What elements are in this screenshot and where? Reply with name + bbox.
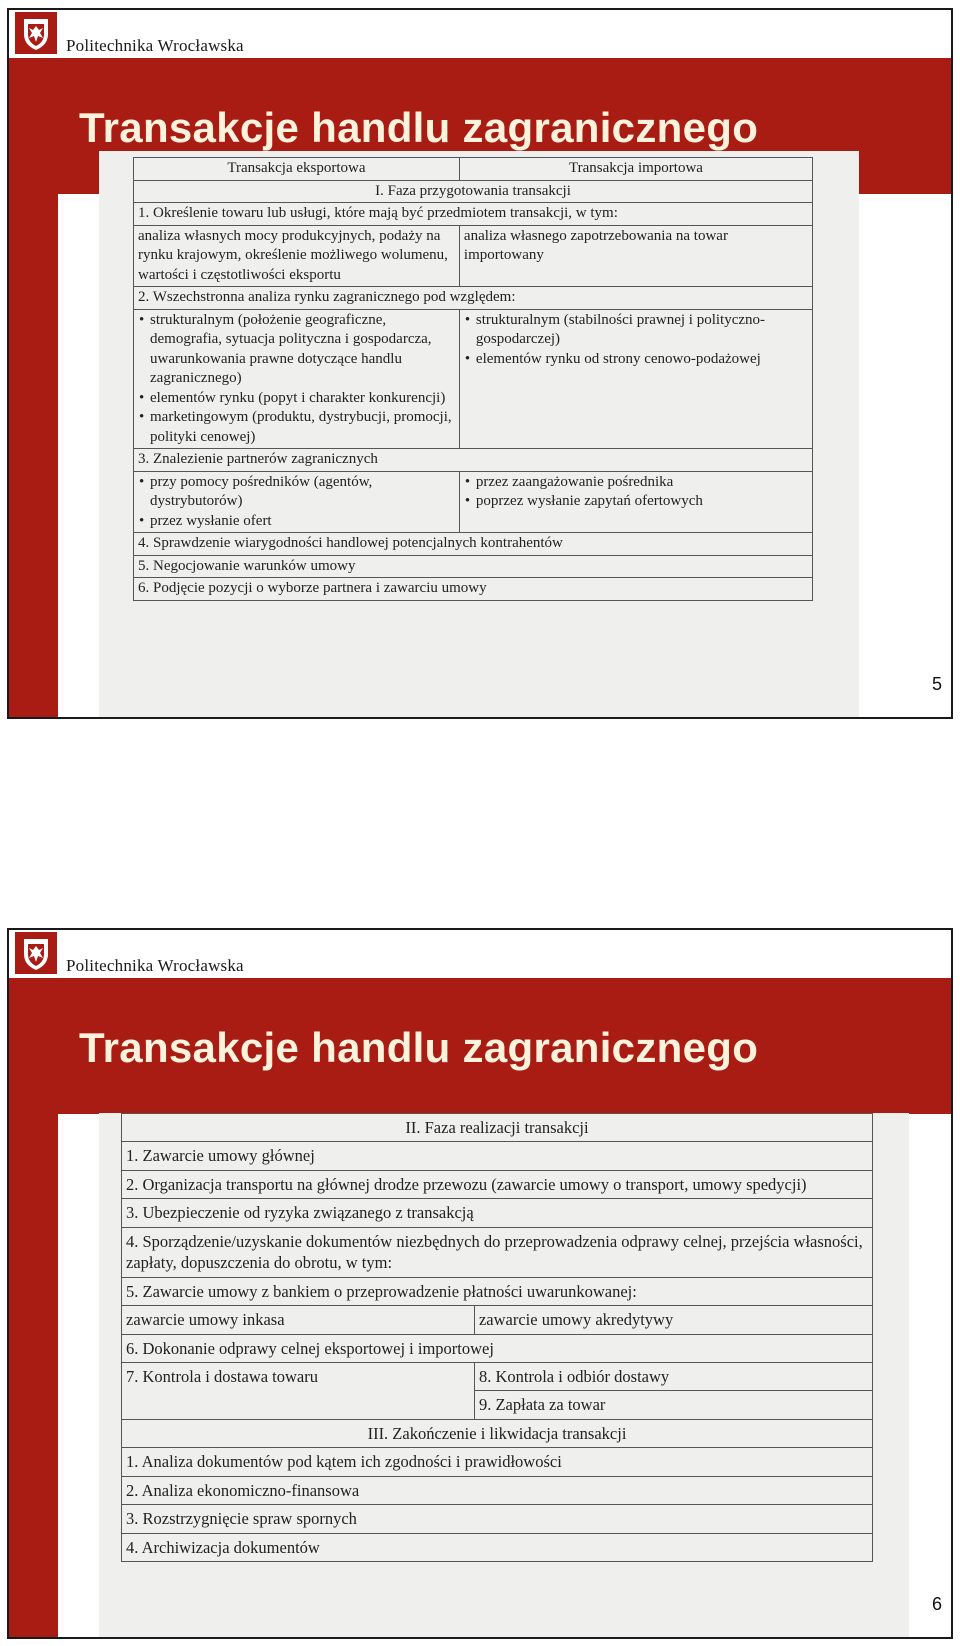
- table-row: 1. Zawarcie umowy głównej: [122, 1142, 873, 1170]
- page-number: 6: [931, 1594, 942, 1614]
- header-import: Transakcja importowa: [459, 158, 812, 181]
- list-item: • marketingowym (produktu, dystrybucji, promocji, polityki cenowej): [150, 408, 455, 447]
- table-row: 5. Zawarcie umowy z bankiem o przeprowadzenie płatności uwarunkowanej:: [122, 1277, 873, 1305]
- table-row: 2. Analiza ekonomiczno-finansowa: [122, 1476, 873, 1504]
- table-row: 5. Negocjowanie warunków umowy: [134, 555, 813, 578]
- table-row: 6. Podjęcie pozycji o wyborze partnera i zawarciu umowy: [134, 578, 813, 601]
- table-row: 2. Wszechstronna analiza rynku zagranicznego pod względem:: [134, 287, 813, 310]
- list-item: • strukturalnym (stabilności prawnej i polityczno-gospodarczej): [476, 311, 808, 350]
- university-logo-icon: [15, 12, 57, 54]
- table-cell: analiza własnych mocy produkcyjnych, podaży na rynku krajowym, określenie możliwego wolumenu, wartości i częstotliwości eksportu: [134, 225, 460, 287]
- table-cell: [459, 471, 812, 533]
- header-export: Transakcja eksportowa: [134, 158, 460, 181]
- list-item: • przez zaangażowanie pośrednika: [476, 473, 808, 493]
- table-cell: analiza własnego zapotrzebowania na towar importowany: [459, 225, 812, 287]
- transaction-table: [121, 1113, 873, 1562]
- scanned-table-image: [99, 1113, 909, 1639]
- table-row: 4. Sporządzenie/uzyskanie dokumentów niezbędnych do przeprowadzenia odprawy celnej, przejścia własności, zapłaty, dopuszczenia do obrotu, w tym:: [122, 1227, 873, 1277]
- table-cell: zawarcie umowy akredytywy: [474, 1306, 872, 1334]
- slide-title: Transakcje handlu zagranicznego: [79, 104, 759, 151]
- table-row: 1. Analiza dokumentów pod kątem ich zgodności i prawidłowości: [122, 1448, 873, 1476]
- list-item: • strukturalnym (położenie geograficzne, demografia, sytuacja polityczna i gospodarcza, uwarunkowania prawne dotyczące handlu zagranicznego): [150, 311, 455, 389]
- university-name: Politechnika Wrocławska: [66, 956, 244, 975]
- table-cell: 8. Kontrola i odbiór dostawy: [474, 1362, 872, 1390]
- page-number: 5: [931, 674, 942, 694]
- table-cell: 9. Zapłata za towar: [474, 1391, 872, 1419]
- table-row: 4. Sprawdzenie wiarygodności handlowej potencjalnych kontrahentów: [134, 533, 813, 556]
- table-row: 4. Archiwizacja dokumentów: [122, 1533, 873, 1561]
- phase-heading: II. Faza realizacji transakcji: [122, 1114, 873, 1142]
- list-item: • przy pomocy pośredników (agentów, dystrybutorów): [150, 473, 455, 512]
- table-row: 3. Ubezpieczenie od ryzyka związanego z transakcją: [122, 1199, 873, 1227]
- phase-heading: III. Zakończenie i likwidacja transakcji: [122, 1419, 873, 1447]
- transaction-table: [133, 157, 813, 601]
- table-row: 2. Organizacja transportu na głównej drodze przewozu (zawarcie umowy o transport, umowy spedycji): [122, 1170, 873, 1198]
- list-item: • elementów rynku od strony cenowo-podażowej: [476, 350, 808, 370]
- table-cell: zawarcie umowy inkasa: [122, 1306, 475, 1334]
- table-cell: [134, 309, 460, 449]
- table-cell: [459, 309, 812, 449]
- university-name: Politechnika Wrocławska: [66, 36, 244, 55]
- slide-title: Transakcje handlu zagranicznego: [79, 1024, 759, 1071]
- list-item: • przez wysłanie ofert: [150, 512, 455, 532]
- scanned-table-image: [99, 151, 859, 719]
- slide-5: [7, 8, 953, 719]
- table-cell: 7. Kontrola i dostawa towaru: [122, 1362, 475, 1419]
- list-item: • elementów rynku (popyt i charakter konkurencji): [150, 389, 455, 409]
- phase-heading: I. Faza przygotowania transakcji: [134, 180, 813, 203]
- table-row: 3. Znalezienie partnerów zagranicznych: [134, 449, 813, 472]
- table-row: 3. Rozstrzygnięcie spraw spornych: [122, 1505, 873, 1533]
- slide-6: [7, 928, 953, 1639]
- table-cell: [134, 471, 460, 533]
- table-row: 6. Dokonanie odprawy celnej eksportowej i importowej: [122, 1334, 873, 1362]
- university-logo-icon: [15, 932, 57, 974]
- list-item: • poprzez wysłanie zapytań ofertowych: [476, 492, 808, 512]
- table-row: 1. Określenie towaru lub usługi, które mają być przedmiotem transakcji, w tym:: [134, 203, 813, 226]
